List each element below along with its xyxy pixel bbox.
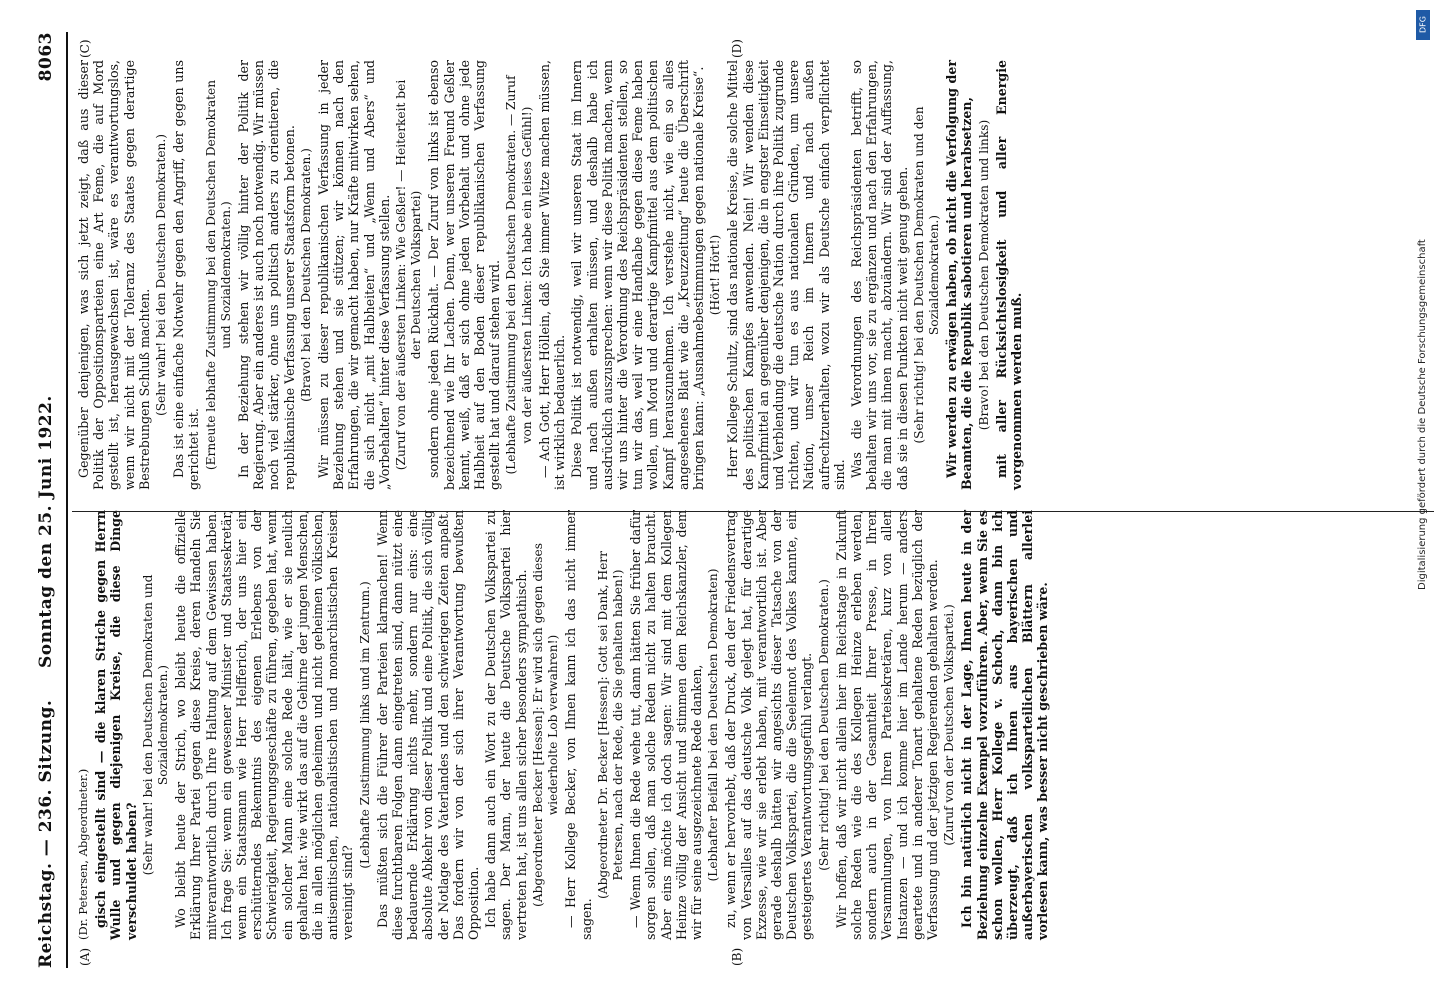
interjection: (Lebhafter Beifall bei den Deutschen Demokraten) — [706, 568, 721, 882]
left-column — [76, 510, 1053, 940]
speaker-heading: (Dr. Petersen, Abgeordneter.) — [76, 768, 90, 940]
interjection: (Abgeordneter Dr. Becker [Hessen]: Gott sei Dank, Herr Petersen, nach der Rede, die Sie gehalten haben!) — [595, 551, 625, 899]
interjection: (Sehr wahr! bei den Deutschen Demokraten.) — [154, 133, 169, 417]
paragraph: Herr Kollege Schultz, sind das nationale Kreise, die solche Mittel des politischen Kampfes anwenden. Nein! Wir wenden diese Kampfmittel an gegenüber denjenigen, die in engster Einseitigkeit und Verblendung die deutsche Nation durch ihre Politik zugrunde richten, und wir tun es aus nationalen Gründen, um unsere Nation, unser Reich im Innern und nach außen aufrechtzuerhalten, wozu wir als Deutsche einfach verpflichtet sind. — [725, 60, 847, 490]
paragraph: gisch eingestellt sind — die klaren Striche gegen Herrn Wulle und gegen diejenigen Kreise, die diese Dinge verschuldet haben? — [93, 510, 139, 940]
column-divider — [72, 511, 1434, 512]
paragraph: zu, wenn er hervorhebt, daß der Druck, den der Friedensvertrag von Versailles auf das deutsche Volk gelegt hat, für derartige Exzesse, wie wir sie erlebt haben, mit verantwortlich ist. Aber gerade deshalb hätten wir angesichts dieser Tatsache von der Deutschen Volkspartei, die die Seelennot des Volkes kannte, ein gesteigertes Verantwortungsgefühl verlangt. — [723, 510, 815, 940]
paragraph: Wir werden zu erwägen haben, ob nicht die Verfolgung der Beamten, die die Republik sabotieren und herabsetzen, — [944, 60, 975, 490]
interjection: (Abgeordneter Becker [Hessen]: Er wird sich gegen dieses wiederholte Lob verwahren!) — [530, 543, 561, 907]
paragraph: mit aller Rücksichtslosigkeit und aller Energie vorgenommen werden muß. — [993, 60, 1024, 490]
interjection: (Bravo! bei den Deutschen Demokraten.) — [298, 148, 313, 402]
header-left: Reichstag. — 236. Sitzung. — [36, 699, 56, 968]
page-header — [28, 32, 68, 968]
paragraph: Das ist eine einfache Notwehr gegen den Angriff, der gegen uns gerichtet ist. — [171, 60, 202, 490]
interjection: (Lebhafte Zustimmung bei den Deutschen Demokraten. — Zuruf von der äußersten Linken: Ich habe ein leises Gefühl!) — [504, 75, 534, 475]
interjection: (Zuruf von der äußersten Linken: Wie Geßler! — Heiterkeit bei der Deutschen Volkspartei) — [394, 79, 424, 471]
paragraph: Was die Verordnungen des Reichspräsidenten betrifft, so behalten wir uns vor, sie zu ergänzen und nach den Erfahrungen, die man mit ihnen macht, abzuändern. Wir sind der Auffassung, daß sie in diesen Punkten nicht weit genug gehen. — [848, 60, 910, 490]
header-rule — [66, 32, 68, 968]
interjection: (Hört! Hört!) — [708, 234, 723, 316]
paragraph: Wir müssen zu dieser republikanischen Verfassung in jeder Beziehung stehen und sie stützen; wir können nach den Erfahrungen, die wir gemacht haben, nur Kräfte mitwirken sehen, die sich nicht „mit Halbheiten“ und „Wenn und Abers“ und „Vorbehalten“ hinter diese Verfassung stellen. — [316, 60, 392, 490]
header-date: Sonntag den 25. Juni 1922. — [36, 395, 56, 668]
paragraph: Wir hoffen, daß wir nicht allein hier im Reichstage in Zukunft solche Reden wie die des Kollegen Heinze erleben werden, sondern auch in der Gesamtheit Ihrer Presse, in Ihren Versammlungen, von Ihren Parteisekretären, kurz von allen Instanzen — und ich komme hier im Lande herum — anders geartete und in anderer Tonart gehaltene Reden bezüglich der Verfassung und der jetzigen Regierenden gehalten werden. — [833, 510, 940, 940]
margin-letter-d: (D) — [730, 39, 744, 58]
margin-letter-a: (A) — [78, 947, 92, 966]
interjection: (Erneute lebhafte Zustimmung bei den Deutschen Demokraten und Sozialdemokraten.) — [203, 79, 233, 471]
interjection: (Zuruf von der Deutschen Volkspartei.) — [942, 604, 957, 846]
paragraph: Diese Politik ist notwendig, weil wir unseren Staat im Innern und nach außen erhalten müssen, und deshalb habe ich ausdrücklich auszusprechen: wenn wir diese Politik machen, wenn wir uns hinter die Verordnung des Reichspräsidenten stellen, so tun wir das, weil wir eine Handhabe gegen diese Feme haben wollen, um Mord und derartige Kampfmittel aus dem politischen Kampf herauszunehmen. Ich verstehe nicht, wie ein so alles angesehenes Blatt wie die „Kreuzzeitung“ heute die Überschrift bringen kann: „Ausnahmebestimmungen gegen nationale Kreise“. — [569, 60, 706, 490]
interjection: (Lebhafte Zustimmung links und im Zentrum.) — [357, 581, 372, 869]
margin-letter-c: (C) — [78, 39, 92, 58]
interjection: (Sehr richtig! bei den Deutschen Demokraten.) — [816, 579, 831, 871]
paragraph: Wo bleibt heute der Strich, wo bleibt heute die offizielle Erklärung Ihrer Partei gegen diese Kreise, deren Handeln Sie mitverantwortlich durch Ihre Haltung auf dem Gewissen haben. Ich frage Sie: wenn ein gewesener Minister und Staatssekretär, wenn ein Staatsmann wie Herr Helfferich, der uns hier ein erschütterndes Bekenntnis des eigenen Erlebens von der Schwierigkeit, Regierungsgeschäfte zu führen, gegeben hat, wenn ein solcher Mann eine solche Rede hält, wie er sie neulich gehalten hat: wie wirkt das auf die Gehirne der jungen Menschen, die in allen möglichen geheimen und nicht geheimen völkischen, antisemitischen, nationalistischen und monarchistischen Kreisen vereinigt sind? — [173, 510, 356, 940]
interjection: (Sehr wahr! bei den Deutschen Demokraten und Sozialdemokraten.) — [140, 574, 171, 876]
margin-letter-b: (B) — [730, 947, 744, 966]
dfg-logo: DFG — [1416, 10, 1430, 40]
paragraph: Ich bin natürlich nicht in der Lage, Ihnen heute in der Beziehung einzelne Exempel vorzuführen. Aber, wenn Sie es schon wollen, Herr Kollege v. Schoch, dann bin ich überzeugt, daß ich Ihnen aus bayerischen und außerbayerischen volksparteilichen Blättern allerlei vorlesen kann, was besser nicht geschrieben wäre. — [959, 510, 1051, 940]
paragraph: — Herr Kollege Becker, von Ihnen kann ich das nicht immer sagen. — [563, 510, 594, 940]
paragraph: — Wenn Ihnen die Rede wehe tut, dann hätten Sie früher dafür sorgen sollen, daß man solche Reden nicht zu halten braucht. Aber eins möchte ich doch sagen: Wir sind mit dem Kollegen Heinze völlig der Ansicht und stimmen dem Reichskanzler, dem wir für seine ausgezeichnete Rede danken, — [628, 510, 704, 940]
paragraph: In der Beziehung stehen wir völlig hinter der Politik der Regierung. Aber ein anderes ist auch noch notwendig. Wir müssen noch viel stärker, ohne uns politisch anders zu orientieren, die republikanische Verfassung unserer Staatsform betonen. — [236, 60, 297, 490]
paragraph: sondern ohne jeden Rückhalt. — Der Zuruf von links ist ebenso bezeichnend wie Ihr Lachen. Denn, wer unseren Freund Geßler kennt, weiß, daß er sich ohne jeden Vorbehalt und ohne jede Halbheit auf den Boden dieser republikanischen Verfassung gestellt hat und darauf stehen wird. — [426, 60, 503, 490]
paragraph: Gegenüber denjenigen, was sich jetzt zeigt, daß aus dieser Politik der Oppositionsparteien eine Art Feme, die auf Mord gestellt ist, herausgewachsen ist, wäre es verantwortungslos, wenn wir nicht mit der Toleranz des Staates gegen derartige Bestrebungen Schluß machten. — [76, 60, 152, 490]
paragraph: Ich habe dann auch ein Wort zu der Deutschen Volkspartei zu sagen. Der Mann, der heute die Deutsche Volkspartei hier vertreten hat, ist uns allen sicher besonders sympathisch. — [483, 510, 529, 940]
page-number: 8063 — [36, 32, 56, 82]
interjection: (Sehr richtig! bei den Deutschen Demokraten und den Sozialdemokraten.) — [911, 106, 941, 444]
paragraph: — Ach Gott, Herr Höllein, daß Sie immer Witze machen müssen, ist wirklich bedauerlich. — [536, 60, 568, 490]
interjection: (Bravo! bei den Deutschen Demokraten und links) — [976, 119, 991, 431]
paragraph: Das müßten sich die Führer der Parteien klarmachen! Wenn diese furchtbaren Folgen dann eingetreten sind, dann nützt eine bedauernde Erklärung nichts mehr, sondern nur eins: eine absolute Abkehr von dieser Politik und eine Politik, die sich völlig der Notlage des Vaterlandes und den schwierigen Zeiten anpaßt. Das fordern wir von der sich ihrer Verantwortung bewußten Opposition. — [374, 510, 482, 940]
digitization-credit: Digitalisierung gefördert durch die Deutsche Forschungsgemeinschaft — [1417, 239, 1428, 590]
right-column — [76, 60, 1026, 490]
